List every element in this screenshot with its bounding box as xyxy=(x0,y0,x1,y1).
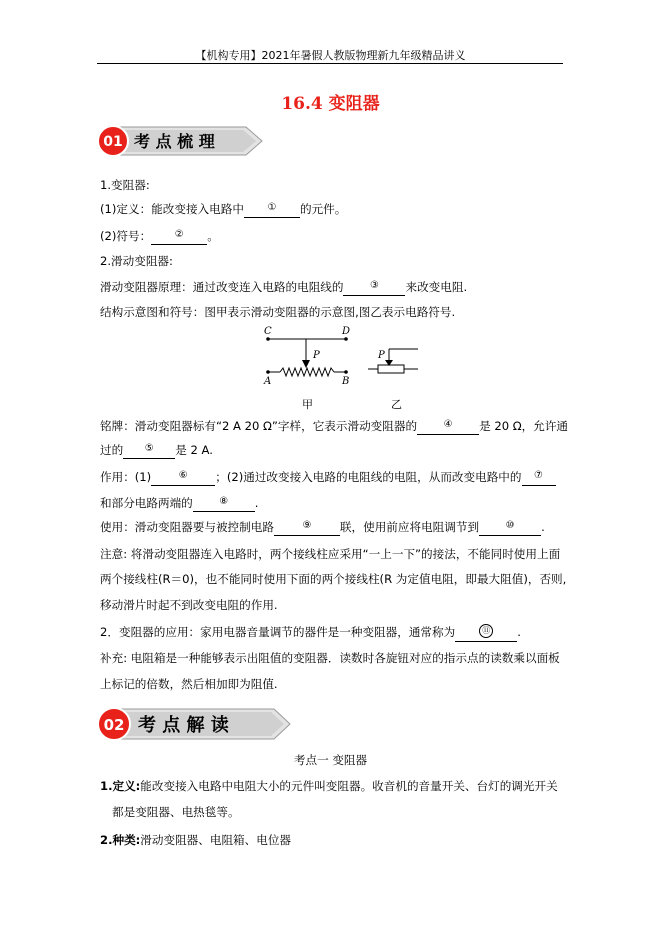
text-line: 2.种类:滑动变阻器、电阻箱、电位器 xyxy=(100,833,292,847)
svg-text:D: D xyxy=(342,326,351,337)
svg-text:C: C xyxy=(264,326,272,337)
figure-label-yi: 乙 xyxy=(391,398,402,411)
fill-blank-10: ⑩ xyxy=(479,521,541,536)
fill-blank-5: ⑤ xyxy=(123,444,175,459)
rheostat-diagram xyxy=(258,322,428,414)
text-line: 2.滑动变阻器: xyxy=(100,254,173,268)
text-line: 滑动变阻器原理：通过改变连入电路的电阻线的 ③ 来改变电阻. xyxy=(100,280,468,294)
fill-blank-1: ① xyxy=(244,203,300,218)
text-line: 过的 ⑤ 是 2 A. xyxy=(100,443,213,457)
fill-blank-2: ② xyxy=(151,230,207,245)
section-banner-1 xyxy=(96,123,266,159)
text-line: 铭牌：滑动变阻器标有“2 A 20 Ω”字样，它表示滑动变阻器的 ④ 是 20 Ω，允许通 xyxy=(100,419,569,433)
svg-text:P: P xyxy=(313,350,320,361)
section-1-number: 01 xyxy=(103,134,123,150)
text-line: 和部分电路两端的 ⑧ . xyxy=(100,496,259,510)
section-1-label: 考 点 梳 理 xyxy=(134,132,215,151)
subsection-heading: 考点一 变阻器 xyxy=(293,753,368,767)
fill-blank-6: ⑥ xyxy=(151,471,215,486)
svg-text:A: A xyxy=(264,376,272,387)
fill-blank-9: ⑨ xyxy=(274,521,340,536)
fill-blank-7: ⑦ xyxy=(522,471,556,486)
text-line: 补充: 电阻箱是一种能够表示出阻值的变阻器．读数时各旋钮对应的指示点的读数乘以面板 xyxy=(100,651,560,665)
text-line: 上标记的倍数，然后相加即为阻值. xyxy=(100,677,278,691)
text-line: 1.变阻器: xyxy=(100,178,150,192)
text-line: 结构示意图和符号：图甲表示滑动变阻器的示意图,图乙表示电路符号. xyxy=(100,305,456,319)
section-banner-2 xyxy=(96,705,296,743)
section-2-label: 考 点 解 读 xyxy=(138,715,229,736)
text-line: (2)符号： ② 。 xyxy=(100,229,219,243)
text-line: 使用：滑动变阻器要与被控制电路 ⑨ 联，使用前应将电阻调节到 ⑩ . xyxy=(100,520,545,534)
svg-text:P: P xyxy=(378,350,385,361)
text-line: 移动滑片时起不到改变电阻的作用. xyxy=(100,598,278,612)
slide-rheostat-schematic xyxy=(263,326,350,411)
fill-blank-3: ③ xyxy=(343,281,405,296)
fill-blank-11: ⑪ xyxy=(455,626,517,642)
text-line: 注意: 将滑动变阻器连入电路时，两个接线柱应采用“一上一下”的接法，不能同时使用上面 xyxy=(100,547,561,561)
fill-blank-4: ④ xyxy=(417,420,479,435)
text-line: 1.定义:能改变接入电路中电阻大小的元件叫变阻器。收音机的音量开关、台灯的调光开关 xyxy=(100,779,558,793)
svg-text:B: B xyxy=(342,376,350,387)
text-line: 两个接线柱(R＝0)，也不能同时使用下面的两个接线柱(R 为定值电阻，即最大阻值)，否则, xyxy=(100,572,567,586)
page-title: 16.4 变阻器 xyxy=(281,94,380,114)
figure-label-jia: 甲 xyxy=(302,398,313,411)
page-header: 【机构专用】2021年暑假人教版物理新九年级精品讲义 xyxy=(195,49,466,62)
text-line: 都是变阻器、电热毯等。 xyxy=(112,805,240,819)
header-divider xyxy=(97,63,563,64)
rheostat-circuit-symbol xyxy=(368,349,418,411)
text-line: 2．变阻器的应用：家用电器音量调节的器件是一种变阻器，通常称为 ⑪ . xyxy=(100,624,521,642)
fill-blank-8: ⑧ xyxy=(193,497,255,512)
text-line: (1)定义：能改变接入电路中 ① 的元件。 xyxy=(100,202,347,216)
text-line: 作用：(1) ⑥ ；(2)通过改变接入电路的电阻线的电阻，从而改变电路中的 ⑦ xyxy=(100,469,556,486)
section-2-number: 02 xyxy=(103,716,125,734)
